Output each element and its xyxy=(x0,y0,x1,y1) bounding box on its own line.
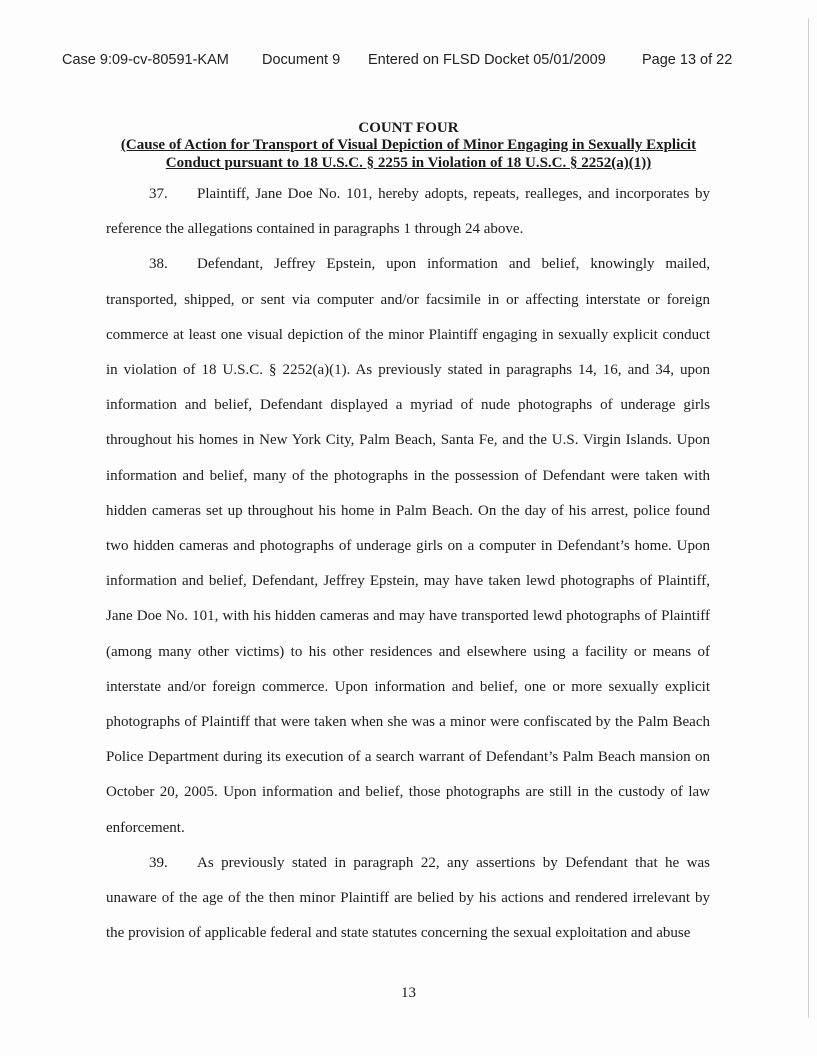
header-page-count: Page 13 of 22 xyxy=(642,52,733,68)
paragraph-39 xyxy=(106,846,710,952)
paragraph-number: 38. xyxy=(149,256,168,273)
header-document-number: Document 9 xyxy=(262,52,341,68)
header-case-number: Case 9:09-cv-80591-KAM xyxy=(62,52,229,68)
paragraph-number: 37. xyxy=(149,186,168,202)
count-subtitle xyxy=(0,136,817,172)
count-title: COUNT FOUR xyxy=(358,120,459,136)
page-number: 13 xyxy=(401,985,416,1001)
paragraph-38 xyxy=(106,247,710,845)
paragraph-37 xyxy=(106,177,710,247)
paragraph-number: 39. xyxy=(149,854,168,871)
body-text xyxy=(106,177,710,951)
paragraph-text: Plaintiff, Jane Doe No. 101, hereby adopts, repeats, realleges, and incorporates by reference the allegations contained in paragraphs 1 through 24 above. xyxy=(106,186,710,238)
header-entered-date: Entered on FLSD Docket 05/01/2009 xyxy=(368,52,606,68)
count-subtitle-line-1: (Cause of Action for Transport of Visual Depiction of Minor Engaging in Sexually Explicit xyxy=(120,137,697,153)
count-subtitle-line-2: Conduct pursuant to 18 U.S.C. § 2255 in Violation of 18 U.S.C. § 2252(a)(1)) xyxy=(165,155,652,171)
paragraph-text: Defendant, Jeffrey Epstein, upon information and belief, knowingly mailed, transported, shipped, or sent via computer and/or facsimile in or affecting interstate or foreign commerce at least one visual depiction of the minor Plaintiff engaging in sexually explicit conduct in violation of 18 U.S.C. § 2252(a)(1). As previously stated in paragraphs 14, 16, and 34, upon information and belief, Defendant displayed a myriad of nude photographs of underage girls throughout his homes in New York City, Palm Beach, Santa Fe, and the U.S. Virgin Islands. Upon information and belief, many of the photographs in the possession of Defendant were taken with hidden cameras set up throughout his home in Palm Beach. On the day of his arrest, police found two hidden cameras and photographs of underage girls on a computer in Defendant’s home. Upon information and belief, Defendant, Jeffrey Epstein, may have taken lewd photographs of Plaintiff, Jane Doe No. 101, with his hidden cameras and may have transported lewd photographs of Plaintiff (among many other victims) to his other residences and elsewhere using a facility or means of interstate and/or foreign commerce. Upon information and belief, one or more sexually explicit photographs of Plaintiff that were taken when she was a minor were confiscated by the Palm Beach Police Department during its execution of a search warrant of Defendant’s Palm Beach mansion on October 20, 2005. Upon information and belief, those photographs are still in the custody of law enforcement. xyxy=(106,256,710,836)
paragraph-text: As previously stated in paragraph 22, any assertions by Defendant that he was unaware of the age of the then minor Plaintiff are belied by his actions and rendered irrelevant by the provision of applicable federal and state statutes concerning the sexual exploitation and abuse xyxy=(106,854,710,942)
